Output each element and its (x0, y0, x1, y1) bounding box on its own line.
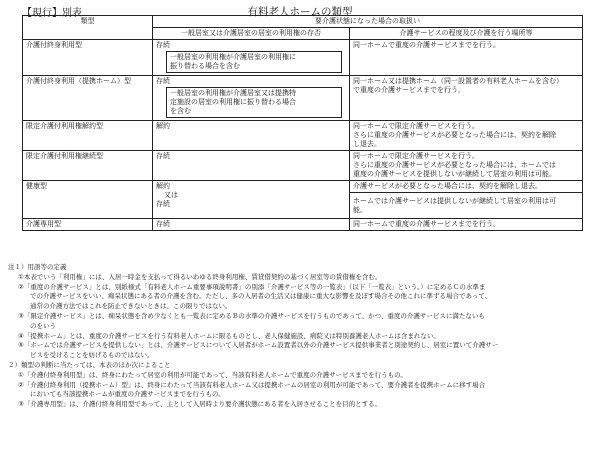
table-row (23, 219, 583, 231)
note-line: のをいう (30, 321, 56, 330)
right-note-line: 定施設の居室の利用権に振り替わる場合 (170, 98, 296, 106)
service-cell (350, 181, 583, 219)
service-cell (350, 121, 583, 151)
right-status: 解約 (156, 182, 170, 190)
table-row (23, 121, 583, 151)
type-cell: 限定介護付利用権継続型 (23, 151, 153, 181)
service-line: 重度の介護サービスを提供しないが継続して居室の利用は可能。 (353, 170, 556, 178)
type-cell: 介護付終身利用（提携ホーム）型 (23, 76, 153, 121)
service-cell (350, 76, 583, 121)
note-line: 通常の介護方法ではこれを防止できないときは、この限りではない。 (30, 302, 232, 311)
right-cell (153, 219, 350, 231)
service-line: ホームでは介護サービスは提供しないが継続して居室の利用は可 (353, 197, 556, 205)
type-cell: 健康型 (23, 181, 153, 219)
service-line: で重度の介護サービスまでを行う。 (353, 86, 465, 94)
service-cell (350, 219, 583, 231)
right-cell (153, 121, 350, 151)
table-row (23, 151, 583, 181)
right-status: 存続 (156, 152, 170, 160)
notes-section (8, 263, 594, 410)
service-line: 介護サービスが必要となった場合には、契約を解除し退去。 (350, 181, 582, 193)
note-line: ③「限定介護サービス」とは、痴呆状態を含め少なくとも一覧表に定めるＢの水準の介護サービスを行うものであって、かつ、重度の介護サービスに満たないも (18, 311, 485, 320)
right-status: 存続 (156, 200, 170, 208)
service-line: 同一ホームで限定介護サービスを行う。 (353, 152, 479, 160)
table-row (23, 181, 583, 219)
service-line: し退去。 (353, 140, 381, 148)
right-status: 又は (164, 191, 178, 199)
service-line: さらに重度の介護サービスが必要となった場合には、契約を解除 (353, 131, 556, 139)
note-line: ②「介護付終身利用（提携ホーム）型」は、終身にわたって当該有料老人ホーム又は提携ホームの居室の利用が可能であって、要介護者を提携ホームに移す場合 (18, 380, 486, 389)
service-line: さらに重度の介護サービスが必要となった場合には、ホームでは (353, 161, 556, 169)
note-line: ④「提携ホーム」とは、重度の介護サービスを行う有料老人ホームに限るものとし、老人保健施設、病院又は特別養護老人ホームは含まれない。 (18, 331, 440, 340)
right-status: 解約 (156, 122, 170, 130)
type-table (22, 15, 583, 231)
col-group-header: 要介護状態になった場合の取扱い (153, 16, 583, 28)
note-line: ビスを受けることを妨げるものではない。 (30, 351, 154, 360)
right-cell (153, 181, 350, 219)
table-row (23, 40, 583, 76)
service-line: 同一ホームで限定介護サービスを行う。 (353, 122, 479, 130)
col-a-header: 一般居室又は介護居室の居室の利用権の存否 (153, 28, 350, 40)
note-line: での介護サービスをいい、痴呆状態にある者の介護を含む。ただし、多の入居者の生活又は健康に重大な影響を及ぼす場合その他これに準ずる場合であって、 (30, 292, 492, 301)
col-b-header: 介護サービスの程度及び介護を行う場所等 (350, 28, 583, 40)
service-cell (350, 151, 583, 181)
right-note-box (166, 51, 342, 73)
table-row (23, 76, 583, 121)
service-line: 同一ホームで重度の介護サービスまでを行う。 (353, 220, 500, 228)
note-line: ①本表でいう「利用権」には、入居一時金を支払って得るいわゆる終身利用権、賃貸借契約の基づく居室等の賃借権を含む。 (18, 272, 382, 281)
note-line: ２）類型の判断に当たっては、本表のほか次によること (8, 360, 171, 369)
service-line: 同一ホームで重度の介護サービスまでを行う。 (353, 41, 500, 49)
header-row-1 (23, 16, 583, 28)
note-line: 注１）用語等の定義 (8, 263, 67, 271)
col-type-header: 類型 (23, 16, 153, 40)
right-note-line: 振り替わる場合を含む (170, 62, 240, 70)
document-tag: 【現行】別表 (22, 8, 82, 19)
type-cell: 介護付終身利用型 (23, 40, 153, 76)
note-line: ①「介護付終身利用型」は、終身にわたって居室の利用が可能であって、当該有料老人ホームで重度の介護サービスまでを行うもの。 (18, 370, 407, 379)
right-status: 存続 (156, 220, 170, 228)
type-cell: 介護専用型 (23, 219, 153, 231)
service-line: 能。 (353, 206, 367, 214)
note-line: ⑤「ホームでは介護サービスを提供しない」とは、介護サービスについて入居者がホーム設置者以外の介護サービス提供事業者と別途契約し、居室に置いて介護サー (18, 341, 499, 350)
document-title: 有料老人ホームの類型 (247, 6, 353, 18)
right-note-line: を含む (170, 107, 191, 115)
note-line: ②「重度の介護サービス」とは、別紙様式「有料老人ホーム重要事項説明書」の別添「介護サービス等の一覧表」（以下「一覧表」という。）に定めるＣの水準ま (18, 282, 486, 291)
note-line: においても当該提携ホームが重度の介護サービスまでを行うもの。 (30, 390, 225, 399)
right-note-box (166, 87, 342, 118)
type-cell: 限定介護付利用権解約型 (23, 121, 153, 151)
right-cell (153, 76, 350, 121)
right-note-line: 一般居室の利用権が介護居室又は提携特 (170, 89, 296, 97)
right-cell (153, 40, 350, 76)
right-status: 存続 (156, 41, 170, 49)
note-line: ③「介護専用型」は、介護付終身利用型であって、主として入居時より要介護状態にある者を入居させることを目的とする。 (18, 400, 382, 409)
right-status: 存続 (156, 77, 170, 85)
right-note-line: 一般居室の利用権が介護居室の利用権に (170, 53, 296, 61)
service-line: 同一ホーム又は提携ホーム（同一設置者の有料老人ホームを含む） (353, 77, 563, 85)
right-cell (153, 151, 350, 181)
service-cell (350, 40, 583, 76)
